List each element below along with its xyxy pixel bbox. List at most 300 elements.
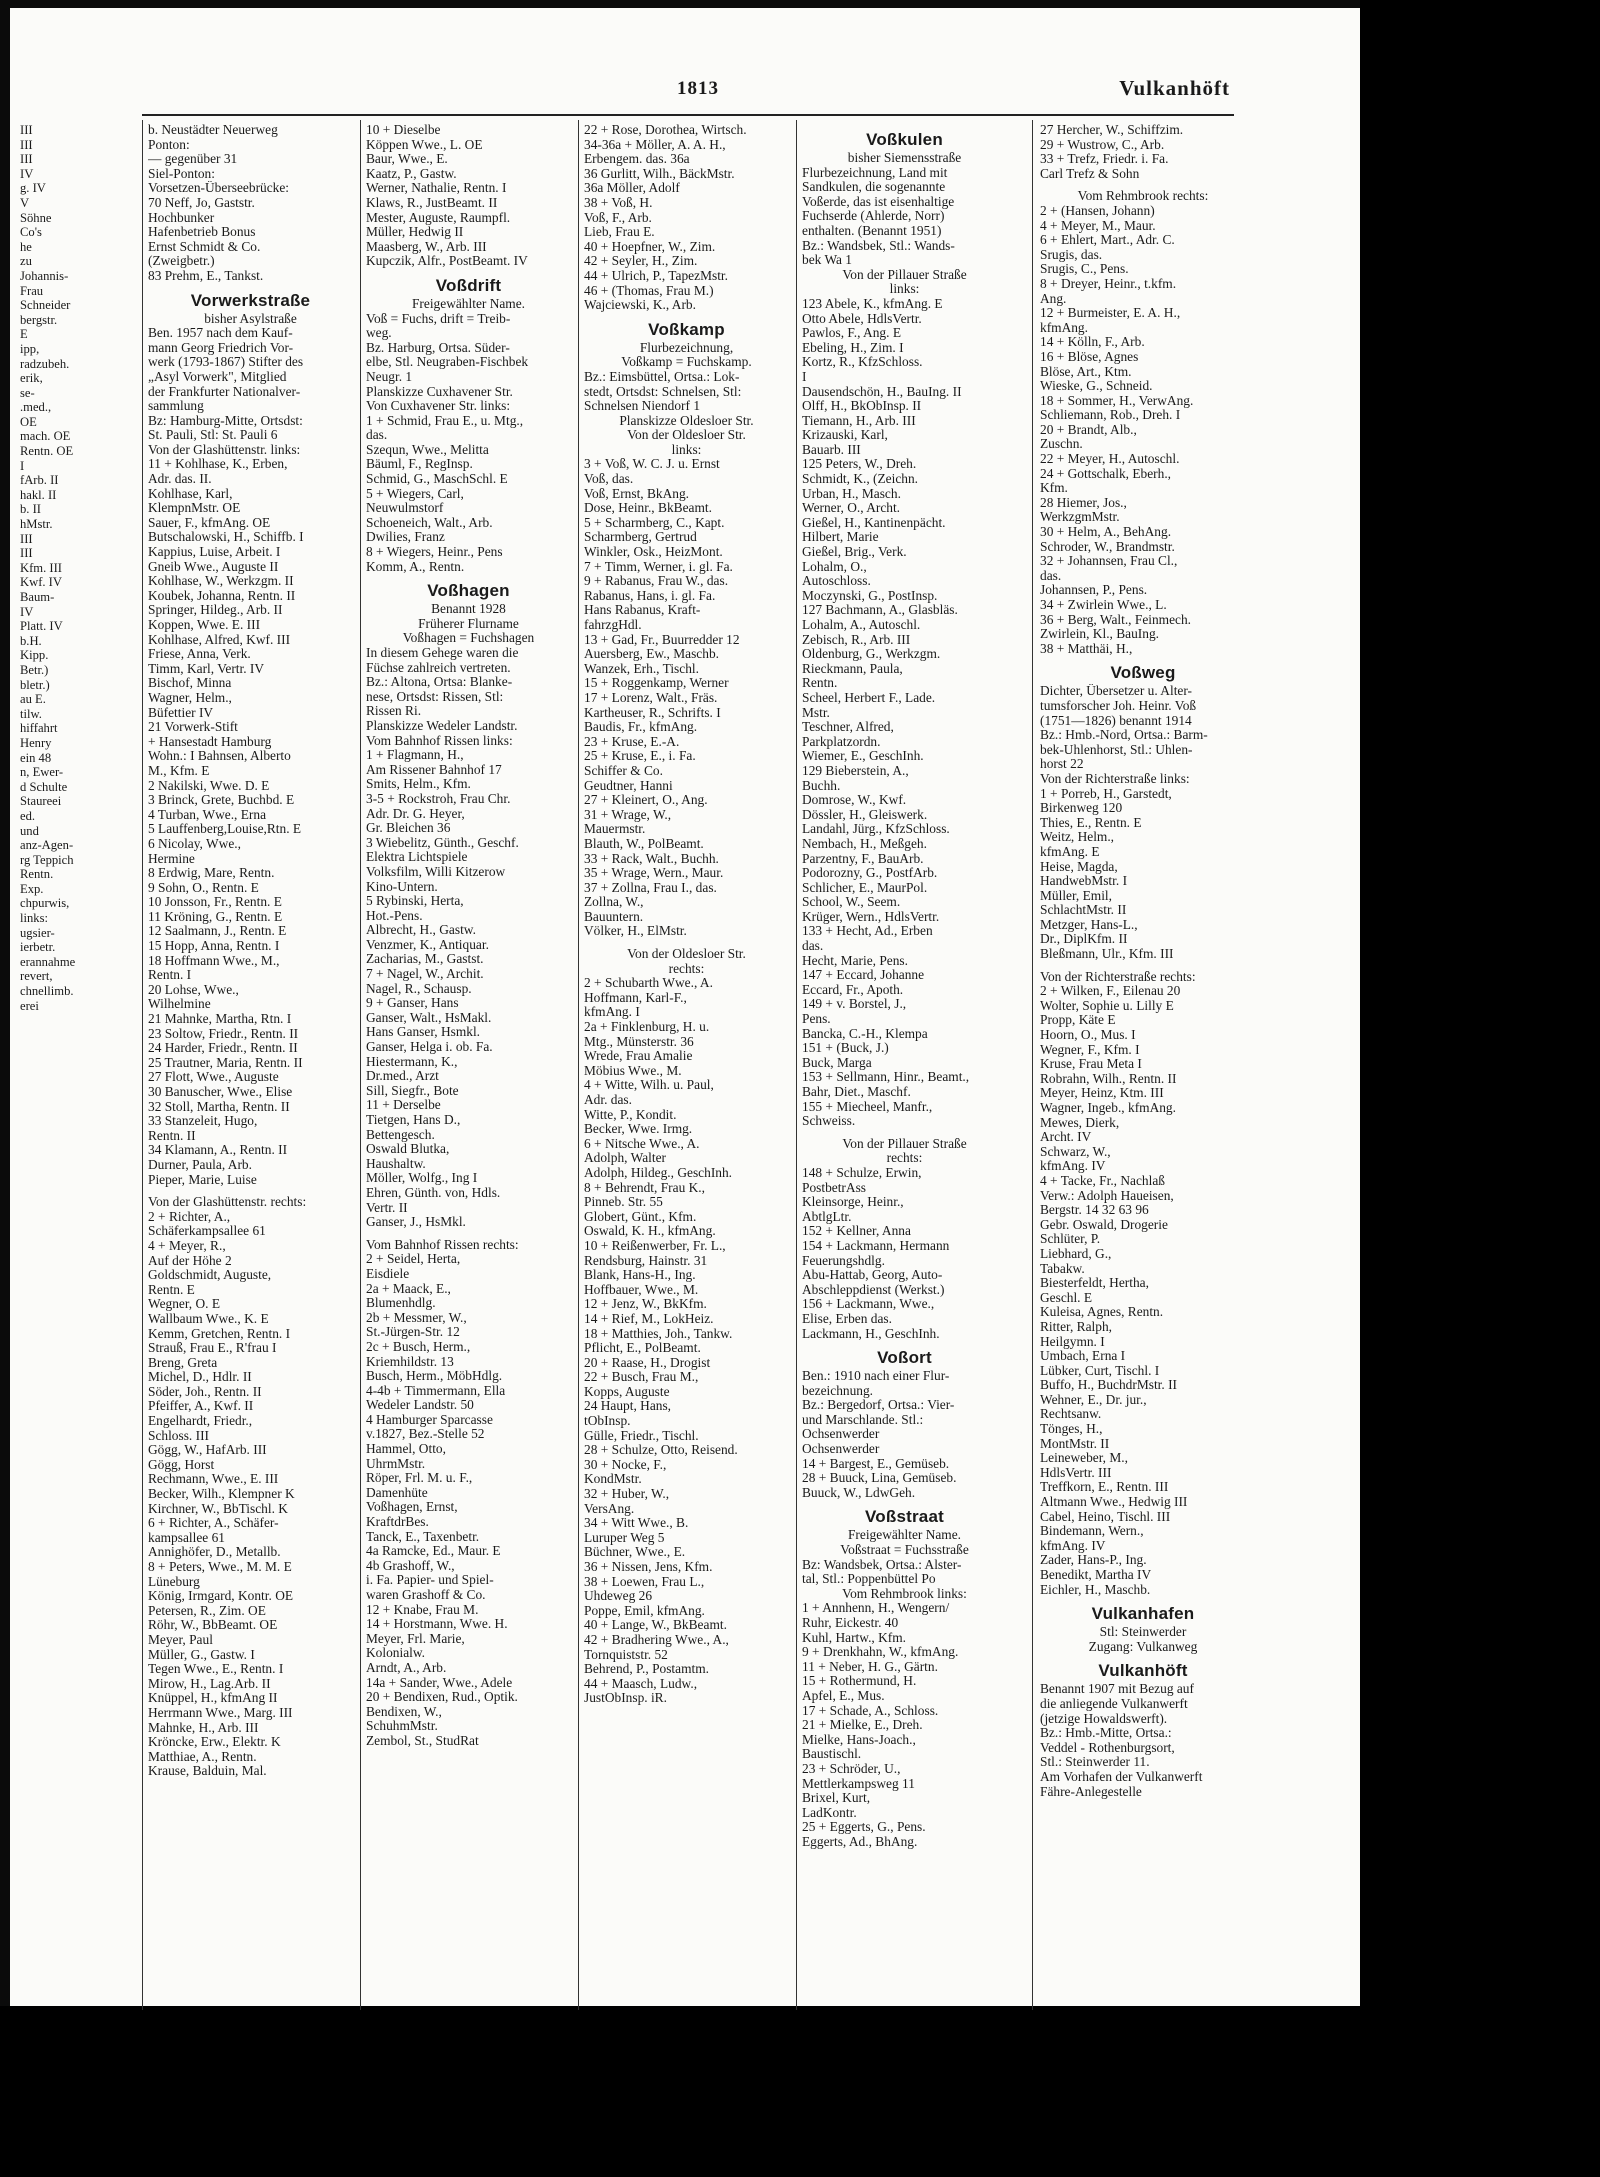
entry-line: Bäuml, F., RegInsp. [366,457,473,472]
spacer [1040,962,1246,970]
entry-line: Tönges, H., [1040,1422,1103,1437]
entry-line: elbe, Stl. Neugraben-Fischbek [366,355,529,370]
entry-line: Lohalm, O., [802,559,867,574]
entry-line: nese, Ortsdst: Rissen, Stl: [366,689,504,704]
entry-line: bek-Uhlenhorst, Stl.: Uhlen- [1040,742,1193,757]
entry-line: 32 + Johannsen, Frau Cl., [1040,554,1178,569]
entry-line: 18 + Matthies, Joh., Tankw. [584,1326,733,1341]
entry-line: Oswald Blutka, [366,1142,450,1157]
entry-line: Tietgen, Hans D., [366,1113,461,1127]
entry-line: 34 Klamann, A., Rentn. II [148,1143,288,1158]
entry-line: IV [20,166,34,181]
section-note: Vom Rehmbrook rechts: [1077,189,1209,204]
scan-border-bottom [0,2006,1360,2177]
column-2 [366,123,571,2013]
column-5 [1040,123,1246,2013]
entry-line: HandwebMstr. I [1040,874,1128,889]
entry-line: 27 + Kleinert, O., Ang. [584,793,708,808]
section-note: Freigewählter Name. [847,1528,962,1543]
entry-line: Zwirlein, Kl., BauIng. [1040,627,1160,642]
column-divider [578,120,579,2010]
street-heading: Vulkanhöft [1098,1661,1188,1681]
entry-line: 20 + Bendixen, Rud., Optik. [366,1690,518,1705]
entry-line: erik, [20,371,43,386]
entry-line: Kolonialw. [366,1646,426,1661]
column-0-cropped [20,123,138,2013]
entry-line: 10 + Reißenwerber, Fr. L., [584,1238,726,1253]
entry-line: 4b Grashoff, W., [366,1558,455,1573]
entry-line: Engelhardt, Friedr., [148,1414,253,1429]
entry-line: Voß, das. [584,472,634,487]
entry-line: Möller, Wolfg., Ing I [366,1171,478,1186]
entry-line: 14 + Horstmann, Wwe. H. [366,1617,508,1632]
entry-line: 2 + Richter, A., [148,1209,231,1224]
entry-line: Ganser, J., HsMkl. [366,1215,466,1230]
entry-line: 22 + Rose, Dorothea, Wirtsch. [584,123,747,137]
entry-line: Werner, O., Archt. [802,501,901,516]
entry-line: 11 Kröning, G., Rentn. E [148,909,283,924]
entry-line: „Asyl Vorwerk", Mitglied [148,369,287,384]
entry-line: Neuwulmstorf [366,501,444,516]
entry-line: 18 + Sommer, H., VerwAng. [1040,393,1194,408]
entry-line: ein 48 [20,750,52,765]
entry-line: i. Fa. Papier- und Spiel- [366,1573,494,1588]
entry-line: 20 Lohse, Wwe., [148,982,239,997]
entry-line: (Zweigbetr.) [148,254,215,269]
section-note: Voßkamp = Fuchskamp. [621,355,752,370]
entry-line: b. II [20,502,41,517]
section-note: rechts: [668,961,705,976]
entry-line: und [20,823,39,838]
entry-line: Kuleisa, Agnes, Rentn. [1040,1305,1164,1320]
entry-line: 4 + Meyer, R., [148,1238,226,1253]
entry-line: Koppen, Wwe. E. III [148,618,261,632]
section-note: bisher Siemensstraße [847,151,962,165]
entry-line: Rentn. [802,676,838,691]
entry-line: kfmAng. E [1040,844,1100,859]
entry-line: 2 + Seidel, Herta, [366,1252,461,1267]
entry-line: König, Irmgard, Kontr. OE [148,1589,294,1604]
entry-line: Eisdiele [366,1266,410,1281]
entry-line: Von der Richterstraße links: [1040,771,1190,786]
entry-line: Mielke, Hans-Joach., [802,1732,916,1747]
entry-line: ipp, [20,341,40,356]
entry-line: Wegner, F., Kfm. I [1040,1042,1140,1057]
entry-line: Oldenburg, G., Werkzgm. [802,647,941,662]
entry-line: Ochsenwerder [802,1427,880,1442]
entry-line: Von Cuxhavener Str. links: [366,399,511,414]
entry-line: Ben. 1957 nach dem Kauf- [148,326,293,341]
entry-line: 33 Stanzeleit, Hugo, [148,1114,258,1129]
entry-line: Röper, Frl. M. u. F., [366,1471,473,1486]
entry-line: Abu-Hattab, Georg, Auto- [802,1268,943,1283]
entry-line: Otto Abele, HdlsVertr. [802,311,922,326]
entry-line: Bahr, Diet., Maschf. [802,1085,911,1099]
spacer [584,939,789,947]
entry-line: Krause, Balduin, Mal. [148,1764,267,1779]
entry-line: Tornquiststr. 52 [584,1647,668,1662]
entry-line: 6 + Richter, A., Schäfer- [148,1516,279,1531]
entry-line: Schroder, W., Brandmstr. [1040,539,1175,554]
entry-line: 10 + Dieselbe [366,123,441,137]
entry-line: 2 + Wilken, F., Eilenau 20 [1040,984,1181,999]
entry-line: bergstr. [20,312,58,327]
entry-line: Strauß, Frau E., R'frau I [148,1341,277,1356]
entry-line: .med., [20,400,52,415]
entry-line: 40 + Lange, W., BkBeamt. [584,1618,727,1633]
entry-line: 21 Mahnke, Martha, Rtn. I [148,1012,292,1027]
entry-line: Söder, Joh., Rentn. II [148,1384,262,1399]
entry-line: und Marschlande. Stl.: [802,1412,924,1427]
entry-line: Schlüter, P. [1040,1232,1101,1247]
entry-line: 9 + Ganser, Hans [366,996,459,1011]
entry-line: Lieb, Frau E. [584,225,655,240]
entry-line: 34-36a + Möller, A. A. H., [584,137,726,152]
street-heading: Voßkamp [648,319,725,339]
entry-line: Propp, Käte E [1040,1013,1116,1028]
entry-line: Adr. das. II. [148,472,212,487]
entry-line: Parzentny, F., BauArb. [802,851,924,866]
entry-line: Henry [20,735,52,750]
entry-line: 38 + Voß, H. [584,195,653,210]
entry-line: Poppe, Emil, kfmAng. [584,1603,705,1618]
entry-line: Wieske, G., Schneid. [1040,379,1153,394]
entry-line: Sandkulen, die sogenannte [802,180,946,195]
entry-line: Lüneburg [148,1574,200,1589]
entry-line: Stl.: Steinwerder 11. [1040,1755,1150,1770]
entry-line: Bendixen, W., [366,1704,442,1719]
section-note: Früherer Flurname [418,616,519,631]
entry-line: Hoffbauer, Wwe., M. [584,1282,699,1297]
column-divider [360,120,361,2010]
entry-line: 4 Hamburger Sparcasse [366,1412,493,1427]
entry-line: Blauth, W., PolBeamt. [584,836,704,851]
entry-line: Bischof, Minna [148,676,232,691]
entry-line: Dausendschön, H., BauIng. II [802,384,962,399]
entry-line: radzubeh. [20,356,70,371]
entry-line: Oswald, K. H., kfmAng. [584,1224,716,1239]
entry-line: 23 Soltow, Friedr., Rentn. II [148,1026,299,1041]
entry-line: Moczynski, G., PostInsp. [802,588,938,603]
entry-line: 36 + Berg, Walt., Feinmech. [1040,612,1192,627]
entry-line: Zader, Hans-P., Ing. [1040,1553,1147,1568]
entry-line: Sill, Siegfr., Bote [366,1083,459,1098]
entry-line: Bauuntern. [584,909,644,924]
entry-line: Tabakw. [1040,1261,1085,1276]
entry-line: Gießel, H., Kantinenpächt. [802,515,946,530]
section-note: links: [671,442,702,457]
entry-line: 1 + Schmid, Frau E., u. Mtg., [366,413,524,428]
section-note: links: [889,282,920,297]
entry-line: Pawlos, F., Ang. E [802,326,901,341]
entry-line: Schmid, G., MaschSchl. E [366,472,508,487]
entry-line: Petersen, R., Zim. OE [148,1603,266,1618]
entry-line: KlempnMstr. OE [148,501,241,516]
entry-line: bletr.) [20,677,50,692]
entry-line: Gülle, Friedr., Tischl. [584,1428,699,1443]
entry-line: das. [1040,568,1062,583]
entry-line: 151 + (Buck, J.) [802,1041,889,1056]
entry-line: 14 + Rief, M., LokHeiz. [584,1311,714,1326]
entry-line: ugsier- [20,925,55,940]
entry-line: Kfm. [1040,481,1068,496]
entry-line: 3 Wiebelitz, Günth., Geschf. [366,835,519,850]
entry-line: Mauermstr. [584,822,646,837]
entry-line: Eichler, H., Maschb. [1040,1582,1151,1597]
entry-line: Kfm. III [20,560,62,575]
entry-line: 44 + Ulrich, P., TapezMstr. [584,268,728,283]
entry-line: die anliegende Vulkanwerft [1040,1696,1188,1711]
entry-line: 20 + Raase, H., Drogist [584,1355,711,1370]
entry-line: 35 + Wrage, Wern., Maur. [584,866,724,881]
entry-line: Krüger, Wern., HdlsVertr. [802,909,940,924]
entry-line: Müller, Hedwig II [366,225,464,240]
entry-line: Vorsetzen-Überseebrücke: [148,181,290,196]
entry-line: 32 Stoll, Martha, Rentn. II [148,1099,290,1114]
entry-line: Bz.: Altona, Ortsa: Blanke- [366,675,513,690]
spacer [1040,181,1246,189]
entry-line: Autoschloss. [802,574,871,589]
entry-line: das. [802,939,824,954]
entry-line: Metzger, Hans-L., [1040,917,1138,932]
entry-line: kampsallee 61 [148,1530,225,1545]
entry-line: Kirchner, W., BbTischl. K [148,1501,288,1516]
entry-line: Maasberg, W., Arb. III [366,239,487,254]
entry-line: 2 + Schubarth Wwe., A. [584,976,713,991]
entry-line: 2 Nakilski, Wwe. D. E [148,778,270,793]
running-title: Vulkanhöft [1119,76,1230,100]
section-note: Flurbezeichnung, [639,340,734,355]
entry-line: Rendsburg, Hainstr. 31 [584,1253,708,1268]
entry-line: Wedeler Landstr. 50 [366,1398,474,1413]
entry-line: hMstr. [20,517,53,532]
entry-line: PostbetrAss [802,1180,866,1195]
entry-line: Bz. Harburg, Ortsa. Süder- [366,340,510,355]
entry-line: Dwilies, Franz [366,530,445,545]
entry-line: III [20,152,33,167]
entry-line: 3 + Voß, W. C. J. u. Ernst [584,457,720,472]
entry-line: Baur, Wwe., E. [366,152,448,167]
entry-line: Baustischl. [802,1747,862,1762]
entry-line: 149 + v. Borstel, J., [802,997,907,1012]
entry-line: Klaws, R., JustBeamt. II [366,195,498,210]
entry-line: au E. [20,692,46,707]
entry-line: Rabanus, Hans, i. gl. Fa. [584,588,716,603]
entry-line: E [20,327,28,342]
entry-line: Voßhagen, Ernst, [366,1500,458,1515]
entry-line: Betr.) [20,662,49,677]
entry-line: zu [20,254,32,269]
entry-line: Nembach, H., Meßgeh. [802,836,927,851]
entry-line: Gögg, Horst [148,1457,215,1472]
entry-line: Buck, Marga [802,1055,872,1070]
entry-line: Pflicht, E., PolBeamt. [584,1341,701,1356]
entry-line: 133 + Hecht, Ad., Erben [802,924,933,939]
entry-line: Gneib Wwe., Auguste II [148,559,279,574]
section-note: Voßstraat = Fuchsstraße [840,1543,969,1558]
entry-line: Scharmberg, Gertrud [584,530,697,545]
entry-line: Haushaltw. [366,1156,426,1171]
section-note: Von der Pillauer Straße [842,1136,967,1151]
entry-line: Eccard, Fr., Apoth. [802,982,904,997]
entry-line: 2c + Busch, Herm., [366,1339,471,1354]
entry-line: 12 Saalmann, J., Rentn. E [148,924,287,939]
entry-line: 28 Hiemer, Jos., [1040,495,1127,510]
entry-line: tumsforscher Joh. Heinr. Voß [1040,698,1197,713]
section-note: Planskizze Oldesloer Str. [619,413,754,428]
entry-line: Damenhüte [366,1485,428,1500]
entry-line: Liebhard, G., [1040,1246,1112,1261]
street-heading: Voßweg [1110,663,1176,683]
entry-line: Kopps, Auguste [584,1384,670,1399]
entry-line: waren Grashoff & Co. [366,1588,486,1602]
entry-line: kfmAng. IV [1040,1159,1106,1174]
column-divider [142,120,143,2010]
entry-line: Dössler, H., Gleiswerk. [802,807,928,822]
entry-line: 8 + Wiegers, Heinr., Pens [366,545,503,560]
entry-line: 3-5 + Rockstroh, Frau Chr. [366,791,511,806]
entry-line: Lackmann, H., GeschInh. [802,1326,940,1341]
entry-line: Frau [20,283,44,298]
section-note: Voßhagen = Fuchshagen [402,631,535,646]
entry-line: 2a + Maack, E., [366,1281,451,1296]
entry-line: Ang. [1040,291,1067,306]
entry-line: Matthiae, A., Rentn. [148,1749,257,1764]
entry-line: Müller, G., Gastw. I [148,1647,255,1662]
entry-line: VersAng. [584,1501,635,1516]
entry-line: Kemm, Gretchen, Rentn. I [148,1326,291,1341]
entry-line: Durner, Paula, Arb. [148,1157,252,1172]
entry-line: Bindemann, Wern., [1040,1524,1144,1539]
entry-line: Hiestermann, K., [366,1054,458,1069]
entry-line: Breng, Greta [148,1355,218,1370]
entry-line: 4 + Meyer, M., Maur. [1040,218,1156,233]
section-note: Von der Oldesloer Str. [627,428,746,443]
entry-line: 9 + Drenkhahn, W., kfmAng. [802,1645,959,1660]
entry-line: Tiemann, H., Arb. III [802,413,916,428]
section-note: Zugang: Vulkanweg [1088,1639,1198,1654]
entry-line: 8 Erdwig, Mare, Rentn. [148,866,275,881]
entry-line: b.H. [20,633,42,648]
column-1 [148,123,353,2013]
entry-line: 44 + Maasch, Ludw., [584,1676,698,1691]
entry-line: 17 + Lorenz, Walt., Fräs. [584,690,718,705]
entry-line: III [20,123,33,137]
entry-line: Uhdeweg 26 [584,1589,653,1604]
entry-line: Füchse zahlreich vertreten. [366,660,511,675]
entry-line: Venzmer, K., Antiquar. [366,937,489,952]
entry-line: Söhne [20,210,52,225]
section-note: Vom Rehmbrook links: [842,1586,967,1601]
entry-line: 4a Ramcke, Ed., Maur. E [366,1544,501,1559]
entry-line: Baudis, Fr., kfmAng. [584,720,698,735]
entry-line: Tanck, E., Taxenbetr. [366,1529,480,1544]
entry-line: 153 + Sellmann, Hinr., Beamt., [802,1070,970,1085]
entry-line: Lübker, Curt, Tischl. I [1040,1363,1160,1378]
entry-line: Vom Bahnhof Rissen links: [366,733,513,748]
entry-line: Mirow, H., Lag.Arb. II [148,1676,271,1691]
entry-line: Hochbunker [148,210,215,225]
entry-line: 13 + Gad, Fr., Buurredder 12 [584,632,740,647]
entry-line: 154 + Lackmann, Hermann [802,1238,950,1253]
entry-line: Von der Glashüttenstr. links: [148,442,301,457]
entry-line: (jetzige Howaldswerft). [1040,1711,1168,1726]
entry-line: mach. OE [20,429,71,444]
section-note: bisher Asylstraße [204,311,297,326]
entry-line: 8 + Behrendt, Frau K., [584,1180,705,1195]
entry-line: 10 Jonsson, Fr., Rentn. E [148,895,282,910]
entry-line: 34 + Witt Wwe., B. [584,1516,689,1531]
street-heading: Voßort [877,1348,932,1368]
entry-line: v.1827, Bez.-Stelle 52 [366,1427,485,1442]
entry-line: Dr.med., Arzt [366,1069,439,1084]
entry-line: rg Teppich [20,852,74,867]
entry-line: Wanzek, Erh., Tischl. [584,661,699,676]
entry-line: tilw. [20,706,42,721]
entry-line: Kaatz, P., Gastw. [366,166,457,181]
entry-line: 15 Hopp, Anna, Rentn. I [148,939,280,954]
entry-line: Koubek, Johanna, Rentn. II [148,588,296,603]
entry-line: Bz: Hamburg-Mitte, Ortsdst: [148,413,303,428]
entry-line: Kwf. IV [20,575,62,590]
entry-line: Schnelsen Niendorf 1 [584,399,701,414]
section-note: Benannt 1928 [431,602,506,617]
entry-line: Wohn.: I Bahnsen, Alberto [148,749,291,764]
entry-line: Kohlhase, W., Werkzgm. II [148,574,294,589]
entry-line: Ben.: 1910 nach einer Flur- [802,1369,950,1384]
entry-line: bek Wa 1 [802,253,852,268]
entry-line: tObInsp. [584,1414,631,1429]
entry-line: 32 + Huber, W., [584,1487,670,1502]
entry-line: 28 + Schulze, Otto, Reisend. [584,1443,738,1458]
entry-line: revert, [20,969,53,984]
entry-line: Becker, Wilh., Klempner K [148,1487,295,1502]
entry-line: Brixel, Kurt, [802,1791,871,1806]
entry-line: Rechmann, Wwe., E. III [148,1472,279,1487]
entry-line: Arndt, A., Arb. [366,1660,447,1675]
entry-line: M., Kfm. E [148,763,210,778]
entry-line: erei [20,998,39,1013]
entry-line: Dichter, Übersetzer u. Alter- [1040,684,1193,699]
entry-line: Voß, Ernst, BkAng. [584,486,690,501]
entry-line: 15 + Roggenkamp, Werner [584,676,729,691]
entry-line: SchuhmMstr. [366,1719,438,1734]
entry-line: 2b + Messmer, W., [366,1310,467,1325]
entry-line: Rieckmann, Paula, [802,661,903,676]
entry-line: Treffkorn, E., Rentn. III [1040,1480,1169,1495]
entry-line: Rissen Ri. [366,704,422,719]
entry-line: Ruhr, Eickestr. 40 [802,1616,899,1630]
entry-line: Abschleppdienst (Werkst.) [802,1282,945,1297]
entry-line: 23 + Kruse, E.-A. [584,734,680,749]
entry-line: Biesterfeldt, Hertha, [1040,1276,1149,1291]
entry-line: 11 + Derselbe [366,1098,441,1113]
entry-line: Schäferkampsallee 61 [148,1224,266,1239]
spacer [366,1230,571,1238]
entry-line: Teschner, Alfred, [802,720,894,735]
section-note: Von der Pillauer Straße [842,267,967,282]
entry-line: Bz.: Hmb.-Nord, Ortsa.: Barm- [1040,728,1208,743]
entry-line: Schloss. III [148,1428,209,1443]
entry-line: 5 + Wiegers, Carl, [366,486,464,501]
entry-line: Urban, H., Masch. [802,486,901,501]
entry-line: Planskizze Wedeler Landstr. [366,718,518,733]
entry-line: Bz.: Eimsbüttel, Ortsa.: Lok- [584,369,740,384]
entry-line: Robrahn, Wilh., Rentn. II [1040,1071,1177,1086]
entry-line: Umbach, Erna I [1040,1349,1126,1364]
entry-line: tal, Stl.: Poppenbüttel Po [802,1572,936,1587]
entry-line: Fuchserde (Ahlerde, Norr) [802,209,945,224]
